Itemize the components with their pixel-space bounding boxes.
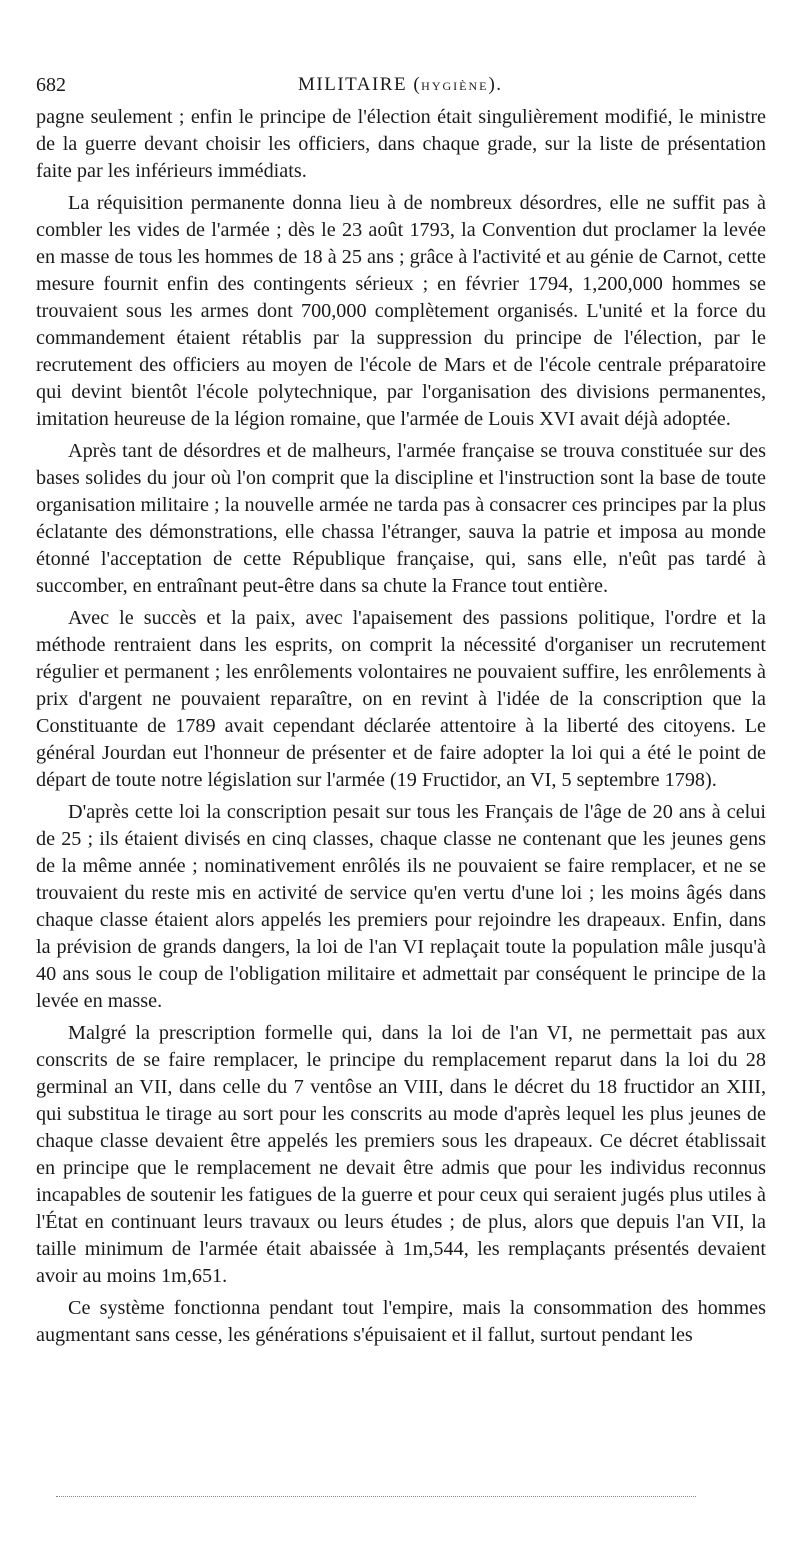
- running-title-main: MILITAIRE: [298, 74, 408, 95]
- paragraph: pagne seulement ; enfin le principe de l'élection était singulièrement modifié, le ministre de la guerre devant choisir les officiers, dans chaque grade, sur la liste de présentation faite par les inférieurs immédiats.: [36, 106, 766, 182]
- running-title-open: (: [407, 74, 422, 95]
- paragraph: Après tant de désordres et de malheurs, l'armée française se trouva constituée sur des bases solides du jour où l'on comprit que la discipline et l'instruction sont la base de toute organisation militaire ; la nouvelle armée ne tarda pas à consacrer ces principes par la plus éclatante des démonstrations, elle chassa l'étranger, sauva la patrie et imposa au monde étonné l'acceptation de cette République française, qui, sans elle, n'eût pas tardé à succomber, en entraînant peut-être dans sa chute la France tout entière.: [36, 440, 766, 597]
- paragraph: D'après cette loi la conscription pesait sur tous les Français de l'âge de 20 ans à celui de 25 ; ils étaient divisés en cinq classes, chaque classe ne contenant que les jeunes gens de la même année ; nominativement enrôlés ils ne pouvaient se faire remplacer, et ne se trouvaient du reste mis en activité de service qu'en vertu d'une loi ; les moins âgés dans chaque classe étaient alors appelés les premiers pour rejoindre les drapeaux. Enfin, dans la prévision de grands dangers, la loi de l'an VI replaçait toute la population mâle jusqu'à 40 ans sous le coup de l'obligation militaire et admettait par conséquent le principe de la levée en masse.: [36, 801, 766, 1012]
- paragraph: Ce système fonctionna pendant tout l'empire, mais la consommation des hommes augmentant sans cesse, les générations s'épuisaient et il fallut, surtout pendant les: [36, 1297, 766, 1346]
- paragraph: Malgré la prescription formelle qui, dans la loi de l'an VI, ne permettait pas aux conscrits de se faire remplacer, le principe du remplacement reparut dans la loi du 28 germinal an VII, dans celle du 7 ventôse an VIII, dans le décret du 18 fructidor an XIII, qui substitua le tirage au sort pour les conscrits au mode d'après lequel les plus jeunes de chaque classe devaient être appelés les premiers sous les drapeaux. Ce décret établissait en principe que le remplacement ne devait être admis que pour les individus reconnus incapables de soutenir les fatigues de la guerre et pour ceux qui seraient jugés plus utiles à l'État en continuant leurs travaux ou leurs études ; de plus, alors que depuis l'an VII, la taille minimum de l'armée était abaissée à 1m,544, les remplaçants présentés devaient avoir au moins 1m,651.: [36, 1022, 766, 1287]
- running-title-close: ).: [488, 74, 503, 95]
- running-title-sub: HYGIÈNE: [421, 79, 489, 93]
- footer-rule: [56, 1496, 696, 1497]
- page-number: 682: [36, 74, 66, 96]
- page-header: [36, 68, 766, 104]
- paragraph: La réquisition permanente donna lieu à de nombreux désordres, elle ne suffit pas à combler les vides de l'armée ; dès le 23 août 1793, la Convention dut proclamer la levée en masse de tous les hommes de 18 à 25 ans ; grâce à l'activité et au génie de Carnot, cette mesure fournit enfin des contingents sérieux ; en février 1794, 1,200,000 hommes se trouvaient sous les armes dont 700,000 complètement organisés. L'unité et la force du commandement étaient rétablis par la suppression du principe de l'élection, par le recrutement des officiers au moyen de l'école de Mars et de l'école centrale préparatoire qui devint bientôt l'école polytechnique, par l'organisation des divisions permanentes, imitation heureuse de la légion romaine, que l'armée de Louis XVI avait déjà adoptée.: [36, 192, 766, 430]
- body-text: [36, 104, 766, 1349]
- document-page: [36, 68, 766, 1354]
- paragraph: Avec le succès et la paix, avec l'apaisement des passions politique, l'ordre et la méthode rentraient dans les esprits, on comprit la nécessité d'organiser un recrutement régulier et permanent ; les enrôlements volontaires ne pouvaient suffire, les enrôlements à prix d'argent ne pouvaient reparaître, on en revint à l'idée de la conscription que la Constituante de 1789 avait cependant déclarée attentoire à la liberté des citoyens. Le général Jourdan eut l'honneur de présenter et de faire adopter la loi qui a été le point de départ de toute notre législation sur l'armée (19 Fructidor, an VI, 5 septembre 1798).: [36, 607, 766, 791]
- running-title: [298, 74, 503, 96]
